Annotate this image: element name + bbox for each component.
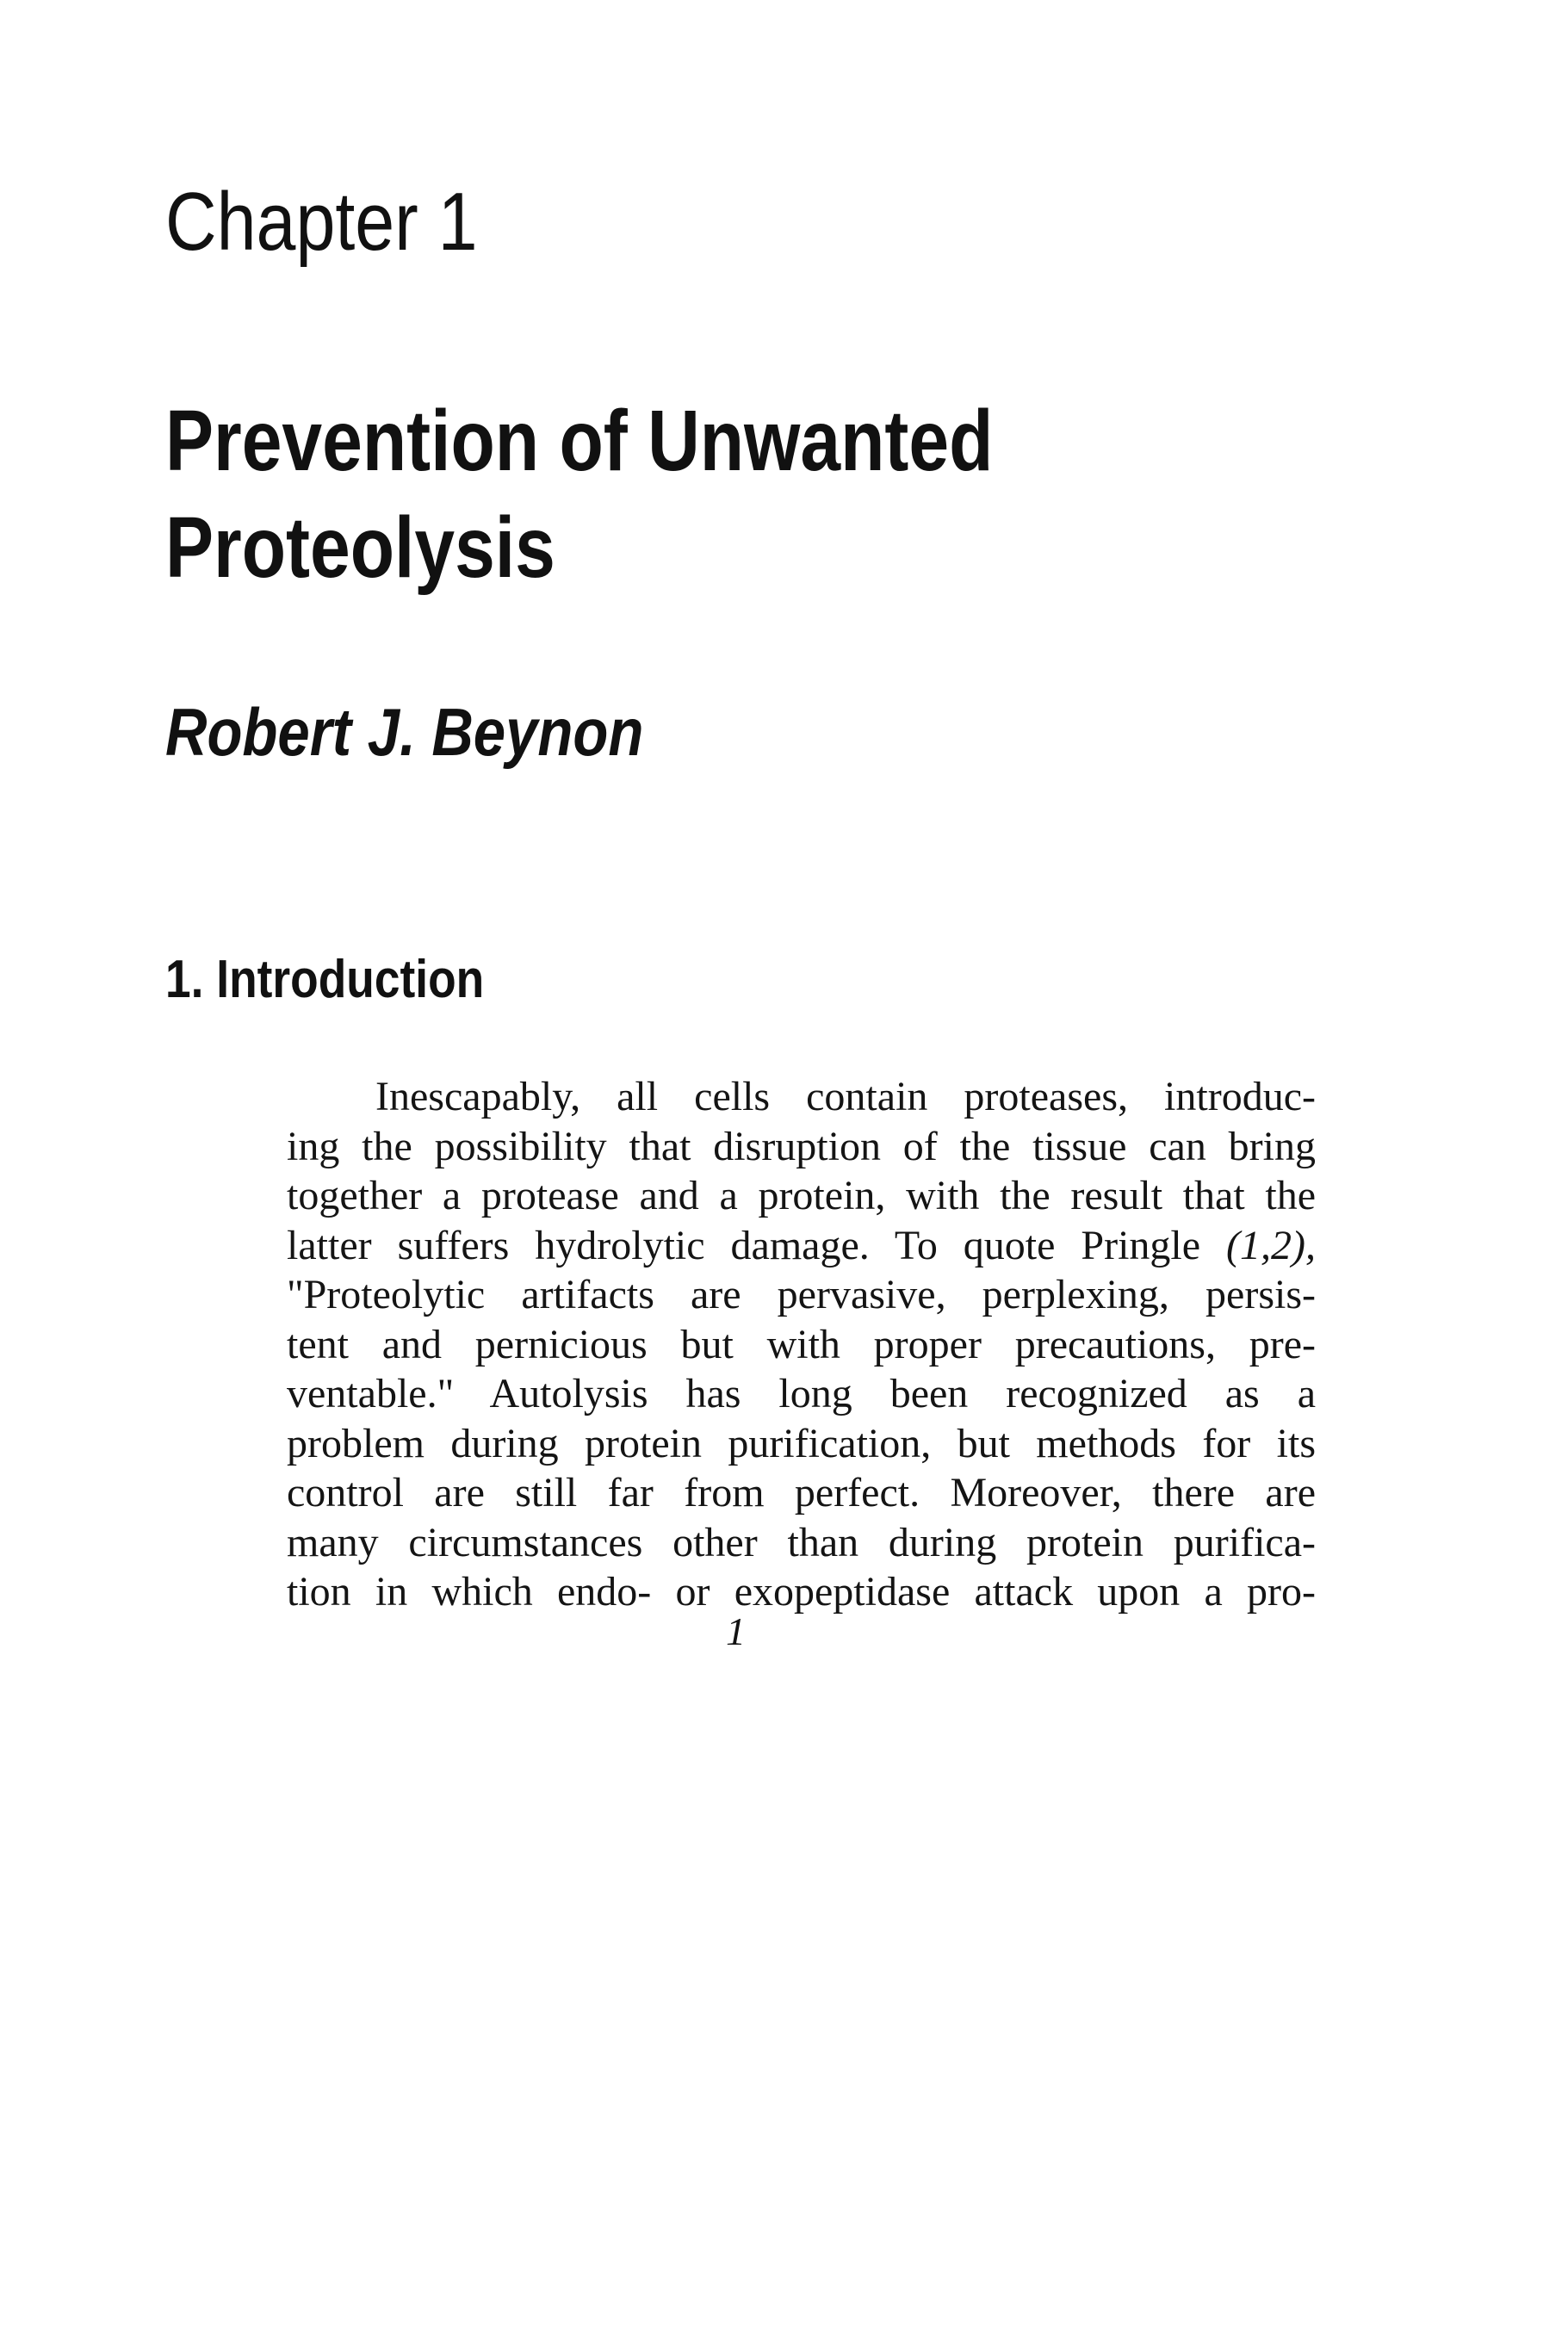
- page-number: 1: [726, 1609, 746, 1653]
- citation-reference: (1,2),: [1226, 1222, 1316, 1268]
- paragraph-line: "Proteolytic artifacts are pervasive, perplexing, persis-: [287, 1272, 1316, 1317]
- paragraph-line: tion in which endo- or exopeptidase attack upon a pro-: [287, 1569, 1316, 1615]
- chapter-label: Chapter 1: [165, 176, 478, 268]
- paragraph-line: control are still far from perfect. Moreover, there are: [287, 1470, 1316, 1516]
- paragraph-line-with-citation: [287, 1221, 1316, 1271]
- paragraph-line: many circumstances other than during protein purifica-: [287, 1519, 1316, 1565]
- paragraph-line: ing the possibility that disruption of the tissue can bring: [287, 1123, 1316, 1169]
- body-paragraph: [287, 1072, 1316, 1617]
- author-name: Robert J. Beynon: [165, 694, 644, 770]
- paragraph-line: Inescapably, all cells contain proteases, introduc-: [375, 1074, 1316, 1119]
- paragraph-line: tent and pernicious but with proper precautions, pre-: [287, 1321, 1316, 1367]
- paragraph-line-text: latter suffers hydrolytic damage. To quote Pringle: [287, 1222, 1227, 1268]
- paragraph-line: together a protease and a protein, with the result that the: [287, 1173, 1316, 1218]
- paragraph-line: problem during protein purification, but methods for its: [287, 1420, 1316, 1466]
- section-heading: 1. Introduction: [165, 950, 485, 1009]
- paragraph-line: ventable." Autolysis has long been recognized as a: [287, 1371, 1316, 1416]
- chapter-title: [165, 387, 993, 601]
- chapter-title-line-1: Prevention of Unwanted: [165, 393, 994, 489]
- chapter-title-line-2: Proteolysis: [165, 499, 555, 596]
